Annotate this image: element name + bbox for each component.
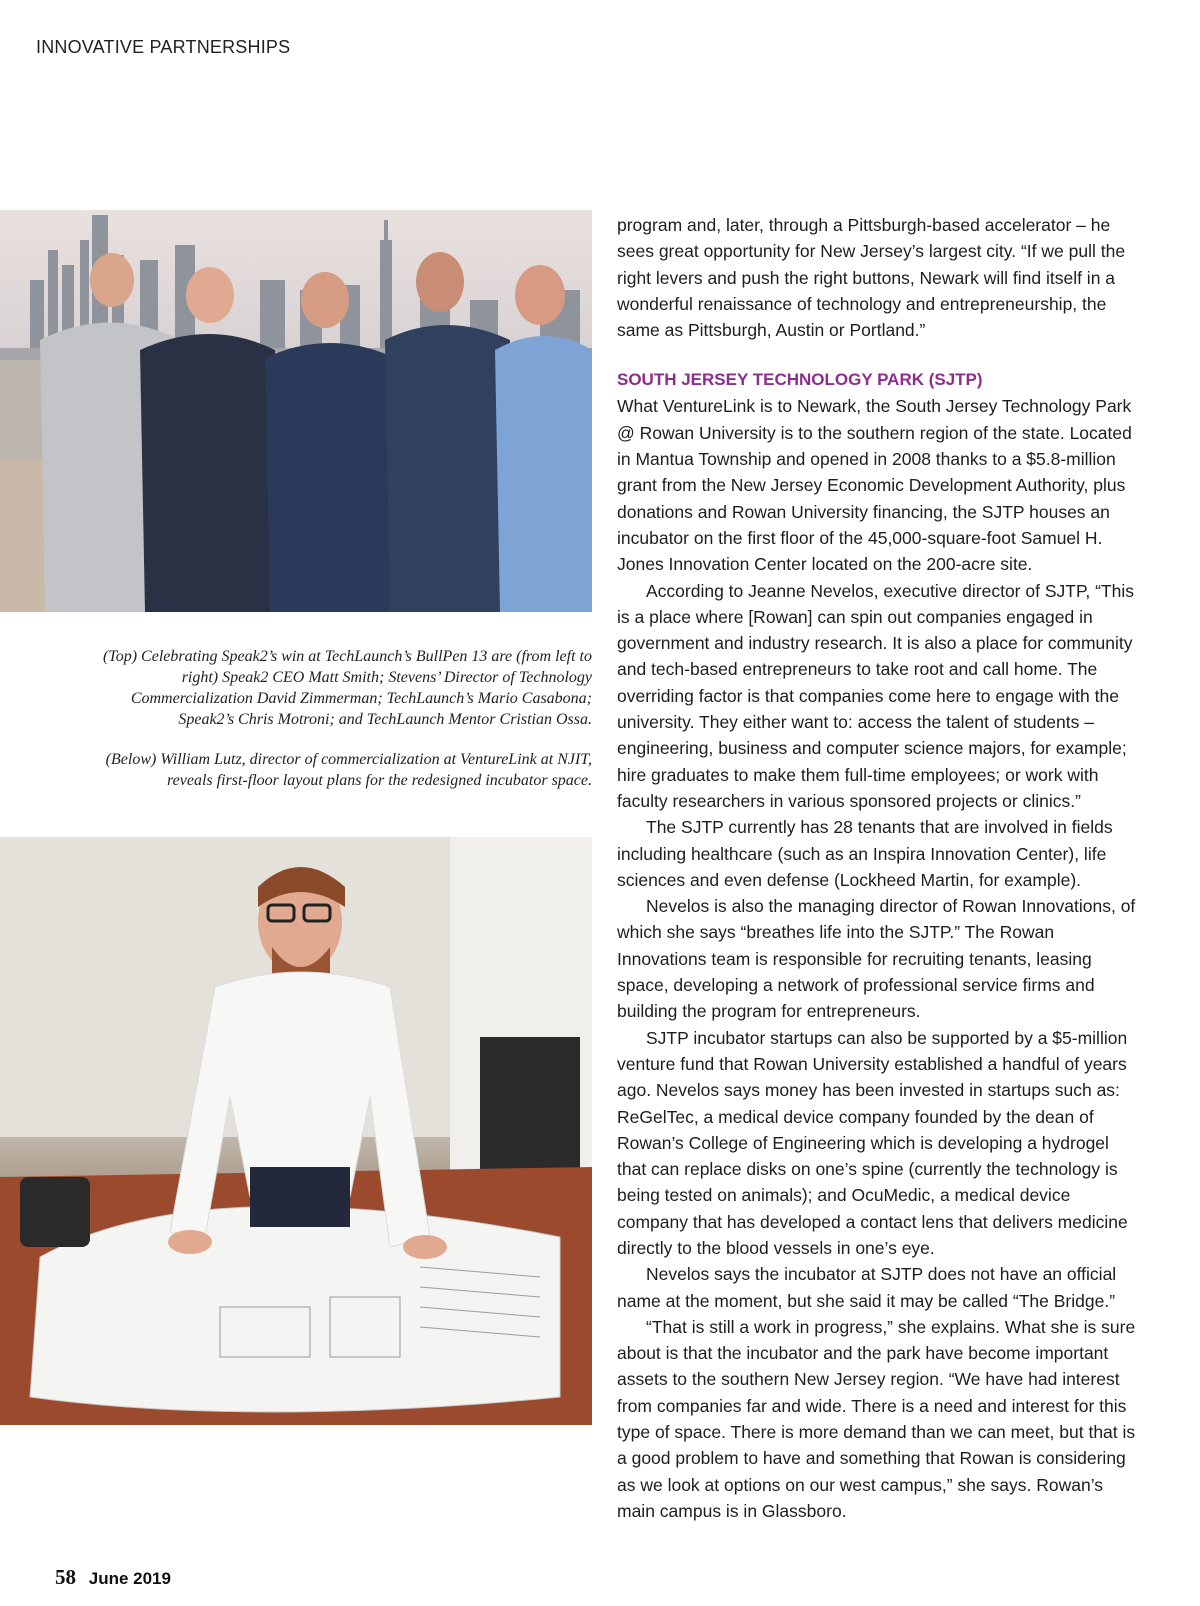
article-intro: program and, later, through a Pittsburgh-based accelerator – he sees great opportunity for New Jersey’s largest city. “If we pull the right levers and push the right buttons, Newark will find itself in a wonderful renaissance of technology and entrepreneurship, the same as Pittsburgh, Austin or Portland.” bbox=[617, 215, 1126, 341]
article-paragraph: Nevelos is also the managing director of Rowan Innovations, of which she says “breathes life into the SJTP.” The Rowan Innovations team is responsible for recruiting tenants, leasing space, developing a network of professional service firms and building the program for entrepreneurs. bbox=[617, 896, 1136, 1022]
article-paragraph: According to Jeanne Nevelos, executive director of SJTP, “This is a place where [Rowan] can spin out companies engaged in government and industry research. It is also a place for community and tech-based entrepreneurs to take root and call home. The overriding factor is that companies come here to engage with the university. They either want to: access the talent of students – engineering, business and computer science majors, for example; hire graduates to make them full-time employees; or work with faculty researchers in various sponsored projects or clinics.” bbox=[617, 580, 1134, 811]
caption-top: (Top) Celebrating Speak2’s win at TechLaunch’s BullPen 13 are (from left to right) Speak2 CEO Matt Smith; Stevens’ Director of Technology Commercialization David Zimmerman; TechLaunch’s Mario Casabona; Speak2’s Chris Motroni; and TechLaunch Mentor Cristian Ossa. bbox=[102, 648, 592, 728]
article-paragraph: SJTP incubator startups can also be supported by a $5-million venture fund that Rowan University established a handful of years ago. Nevelos says money has been invested in startups such as: ReGelTec, a medical device company founded by the dean of Rowan’s College of Engineering which is developing a hydrogel that can replace disks on one’s spine (currently the technology is being tested on animals); and OcuMedic, a medical device company that has developed a contact lens that delivers medicine directly to the blood vessels in one’s eye. bbox=[617, 1027, 1128, 1258]
group-photo bbox=[0, 210, 592, 612]
article-body bbox=[617, 212, 1137, 1524]
floor-plans-photo bbox=[0, 837, 592, 1425]
issue-date: June 2019 bbox=[88, 1569, 171, 1588]
caption-bottom: (Below) William Lutz, director of commercialization at VentureLink at NJIT, reveals first-floor layout plans for the redesigned incubator space. bbox=[105, 751, 592, 789]
section-label: INNOVATIVE PARTNERSHIPS bbox=[36, 37, 291, 57]
article-paragraph: The SJTP currently has 28 tenants that are involved in fields including healthcare (such as an Inspira Innovation Center), life sciences and even defense (Lockheed Martin, for example). bbox=[617, 817, 1113, 890]
section-heading: SOUTH JERSEY TECHNOLOGY PARK (SJTP) bbox=[617, 370, 983, 390]
article-paragraph: Nevelos says the incubator at SJTP does not have an official name at the moment, but she said it may be called “The Bridge.” bbox=[617, 1264, 1117, 1311]
article-paragraph: “That is still a work in progress,” she explains. What she is sure about is that the incubator and the park have become important assets to the southern New Jersey region. “We have had interest from companies far and wide. There is a need and interest for this type of space. There is more demand than we can meet, but that is a good problem to have and something that Rowan is considering as we look at options on our west campus,” she says. Rowan’s main campus is in Glassboro. bbox=[617, 1316, 1136, 1521]
photo-captions bbox=[80, 646, 592, 810]
article-paragraph: What VentureLink is to Newark, the South Jersey Technology Park @ Rowan University is to the southern region of the state. Located in Mantua Township and opened in 2008 thanks to a $5.8-million grant from the New Jersey Economic Development Authority, plus donations and Rowan University financing, the SJTP houses an incubator on the first floor of the 45,000-square-foot Samuel H. Jones Innovation Center located on the 200-acre site. bbox=[617, 396, 1132, 575]
page-footer bbox=[55, 1565, 171, 1590]
page-number: 58 bbox=[55, 1565, 76, 1589]
